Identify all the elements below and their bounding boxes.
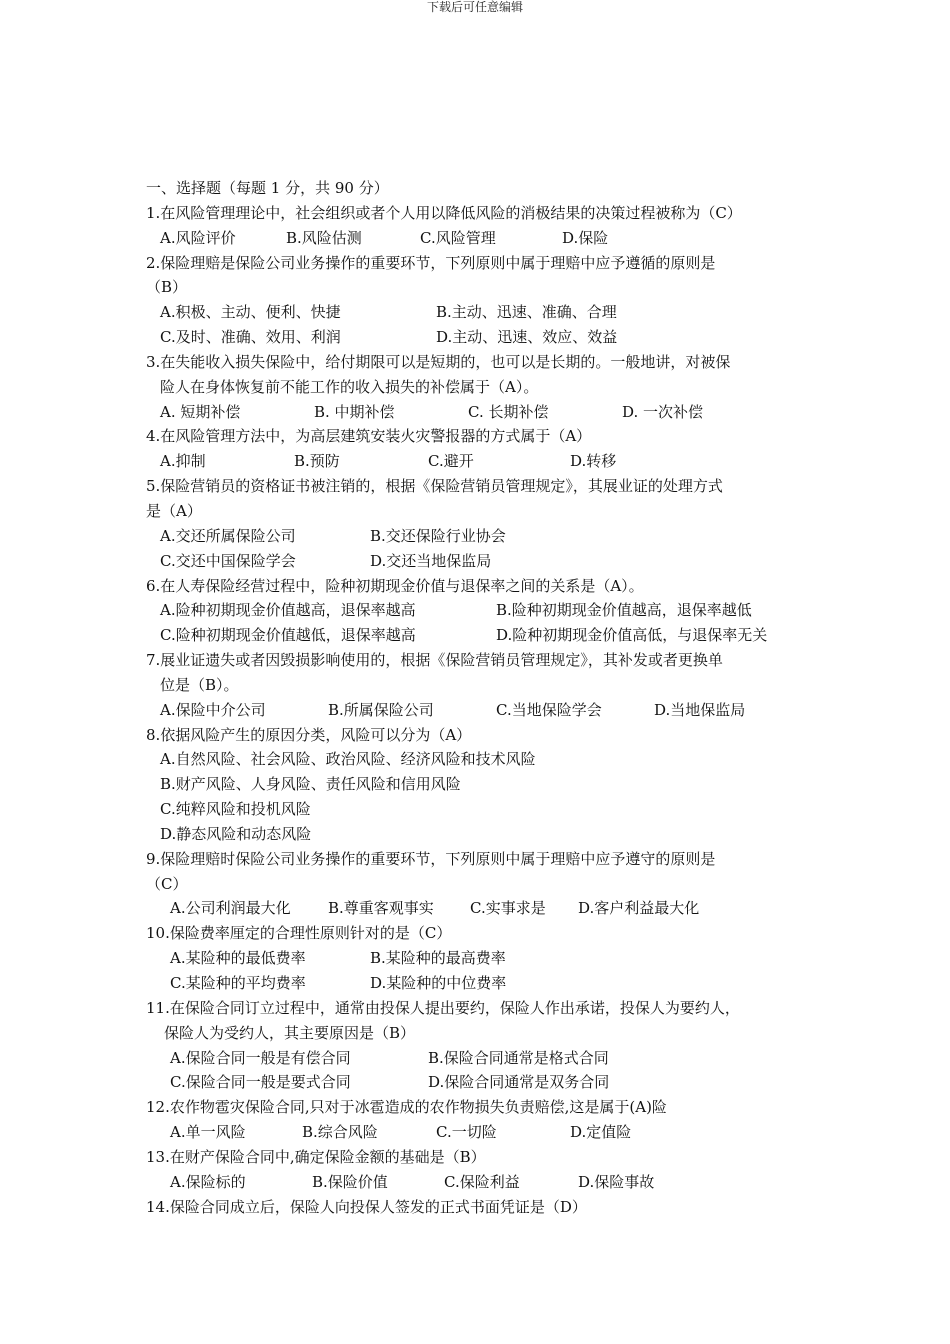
question-1: 1.在风险管理理论中，社会组织或者个人用以降低风险的消极结果的决策过程被称为（C）	[146, 203, 742, 222]
option-d: D.某险种的中位费率	[370, 974, 507, 992]
option-c: C.风险管理	[420, 228, 496, 247]
question-6-options-row1	[146, 598, 816, 623]
option-d: D.险种初期现金价值高低，与退保率无关	[496, 626, 768, 645]
option-b: B.综合风险	[302, 1123, 378, 1142]
header-note: 下载后可任意编辑	[426, 0, 523, 14]
option-c: C.交还中国保险学会	[160, 551, 296, 570]
question-10: 10.保险费率厘定的合理性原则针对的是（C）	[146, 924, 452, 943]
option-a: A.积极、主动、便利、快捷	[160, 303, 341, 322]
option-a: A.单一风险	[170, 1123, 246, 1142]
question-5-options-row2	[146, 549, 816, 574]
question-3-cont: 险人在身体恢复前不能工作的收入损失的补偿属于（A）。	[160, 377, 539, 396]
question-8-option-d: D.静态风险和动态风险	[160, 824, 312, 843]
question-5: 5.保险营销员的资格证书被注销的，根据《保险营销员管理规定》，其展业证的处理方式	[146, 477, 723, 496]
question-13-options	[146, 1170, 816, 1195]
document-body	[146, 176, 816, 1219]
option-b: B.风险估测	[286, 228, 362, 247]
question-2-options-row2	[146, 325, 816, 350]
question-8-option-c: C.纯粹风险和投机风险	[160, 800, 311, 819]
question-4: 4.在风险管理方法中，为高层建筑安装火灾警报器的方式属于（A）	[146, 427, 592, 446]
question-5-cont: 是（A）	[146, 501, 202, 520]
option-c: C.及时、准确、效用、利润	[160, 328, 341, 347]
option-b: B.保险合同通常是格式合同	[428, 1048, 609, 1067]
option-b: B.某险种的最高费率	[370, 949, 506, 968]
question-7-options	[146, 698, 816, 723]
question-8: 8.依据风险产生的原因分类，风险可以分为（A）	[146, 725, 472, 744]
question-9: 9.保险理赔时保险公司业务操作的重要环节，下列原则中属于理赔中应予遵守的原则是	[146, 849, 716, 868]
option-d: D.主动、迅速、效应、效益	[436, 328, 618, 347]
question-14: 14.保险合同成立后，保险人向投保人签发的正式书面凭证是（D）	[146, 1197, 587, 1216]
option-a: A.公司利润最大化	[170, 899, 291, 918]
option-b: B.险种初期现金价值越高，退保率越低	[496, 601, 752, 620]
option-d: D.保险事故	[578, 1172, 655, 1191]
question-7: 7.展业证遗失或者因毁损影响使用的，根据《保险营销员管理规定》，其补发或者更换单	[146, 651, 723, 670]
option-c: C.当地保险学会	[496, 700, 602, 719]
option-c: C.险种初期现金价值越低，退保率越高	[160, 626, 416, 645]
question-11-cont: 保险人为受约人，其主要原因是（B）	[164, 1023, 416, 1042]
option-a: A.保险中介公司	[160, 700, 266, 719]
question-8-option-a: A.自然风险、社会风险、政治风险、经济风险和技术风险	[160, 750, 536, 769]
question-10-options-row1	[146, 946, 816, 971]
option-c: C.某险种的平均费率	[170, 974, 306, 992]
option-c: C.保险利益	[444, 1172, 520, 1191]
option-b: B.预防	[294, 452, 340, 471]
option-a: A.险种初期现金价值越高，退保率越高	[160, 601, 416, 620]
option-a: A.保险合同一般是有偿合同	[170, 1048, 351, 1067]
question-8-option-b: B.财产风险、人身风险、责任风险和信用风险	[160, 775, 461, 794]
option-c: C.保险合同一般是要式合同	[170, 1073, 351, 1092]
option-c: C.实事求是	[470, 899, 546, 918]
question-10-options-row2	[146, 971, 816, 996]
option-d: D.保险	[562, 228, 609, 247]
section-title: 一、选择题（每题 1 分，共 90 分）	[146, 179, 389, 197]
question-11-options-row1	[146, 1046, 816, 1071]
question-7-cont: 位是（B）。	[160, 675, 239, 694]
option-d: D.转移	[570, 452, 617, 471]
question-3: 3.在失能收入损失保险中，给付期限可以是短期的，也可以是长期的。一般地讲，对被保	[146, 352, 731, 371]
question-1-options	[146, 226, 816, 251]
question-2: 2.保险理赔是保险公司业务操作的重要环节，下列原则中属于理赔中应予遵循的原则是	[146, 253, 716, 272]
option-b: B.交还保险行业协会	[370, 526, 506, 545]
question-5-options-row1	[146, 524, 816, 549]
option-c: C. 长期补偿	[468, 402, 549, 421]
question-2-options-row1	[146, 300, 816, 325]
question-4-options	[146, 449, 816, 474]
option-c: C.一切险	[436, 1123, 497, 1142]
option-a: A.交还所属保险公司	[160, 526, 296, 545]
option-d: D. 一次补偿	[622, 402, 704, 421]
option-a: A.抑制	[160, 452, 206, 471]
question-11-options-row2	[146, 1070, 816, 1095]
option-a: A.保险标的	[170, 1172, 246, 1191]
question-12: 12.农作物雹灾保险合同,只对于冰雹造成的农作物损失负责赔偿,这是属于(A)险	[146, 1098, 667, 1117]
option-d: D.当地保监局	[654, 700, 746, 719]
question-9-cont: （C）	[146, 874, 188, 893]
option-b: B.主动、迅速、准确、合理	[436, 303, 617, 322]
question-11: 11.在保险合同订立过程中，通常由投保人提出要约，保险人作出承诺，投保人为要约人，	[146, 998, 740, 1017]
option-c: C.避开	[428, 452, 474, 471]
question-3-options	[146, 400, 816, 425]
question-6: 6.在人寿保险经营过程中，险种初期现金价值与退保率之间的关系是（A）。	[146, 576, 644, 595]
option-d: D.客户利益最大化	[578, 899, 700, 918]
option-a: A.某险种的最低费率	[170, 949, 306, 968]
question-6-options-row2	[146, 623, 816, 648]
option-d: D.保险合同通常是双务合同	[428, 1073, 610, 1092]
question-12-options	[146, 1120, 816, 1145]
option-d: D.交还当地保监局	[370, 551, 492, 570]
question-9-options	[146, 896, 816, 921]
question-2-cont: （B）	[146, 278, 188, 297]
option-b: B.所属保险公司	[328, 700, 434, 719]
question-13: 13.在财产保险合同中,确定保险金额的基础是（B）	[146, 1147, 486, 1166]
option-a: A.风险评价	[160, 228, 236, 247]
option-d: D.定值险	[570, 1123, 632, 1142]
option-a: A. 短期补偿	[160, 402, 241, 421]
option-b: B. 中期补偿	[314, 402, 395, 421]
option-b: B.保险价值	[312, 1172, 388, 1191]
option-b: B.尊重客观事实	[328, 899, 434, 918]
